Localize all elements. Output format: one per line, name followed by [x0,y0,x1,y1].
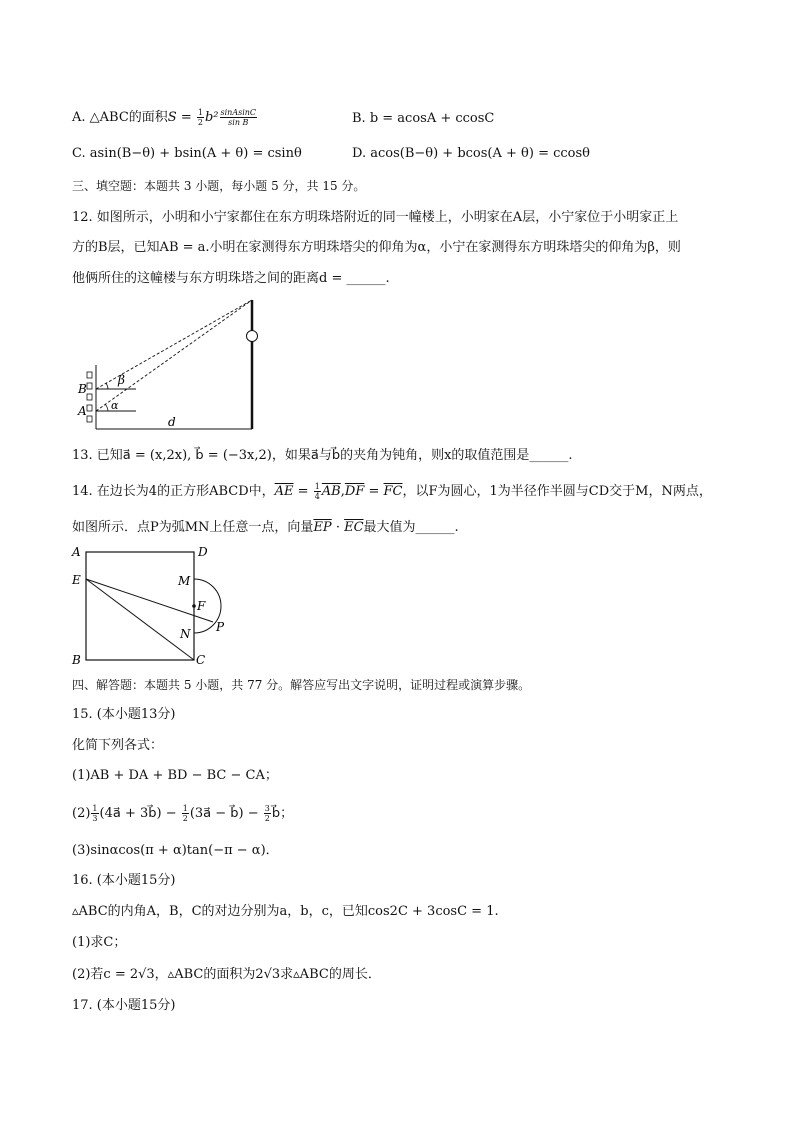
q14-fig-label-n: N [180,627,191,641]
q14-vector-fc: $\overline{FC}$ [383,484,403,499]
q17-heading: 17. (本小题15分) [72,998,176,1013]
q14-line2-pre: 如图所示．点P为弧MN上任意一点，向量 [72,520,314,535]
q11-option-a-b2: b² [204,110,219,125]
q12-figure [70,295,270,435]
q14-comma: , [340,484,345,499]
q11-option-a-fraction: $\frac{\text{sinAsinC}}{\text{sin B}}$ [220,108,257,127]
q14-fig-label-e: E [72,573,81,587]
q15-heading: 15. (本小题13分) [72,707,176,722]
q13-text: 13. 已知a⃗ = (x,2x), b⃗ = (−3x,2)，如果a⃗与b⃗的夹角为钝角，则x的取值范围是______. [72,448,573,463]
q15-intro: 化简下列各式： [72,738,164,753]
q16-heading: 16. (本小题15分) [72,873,176,888]
q14-fig-label-m: M [178,574,191,588]
q14-fig-label-p: P [216,620,225,634]
section-4-heading: 四、解答题：本题共 5 小题，共 77 分。解答应写出文字说明，证明过程或演算步骤。 [72,678,531,692]
q11-option-c: C. asin(B−θ) + bsin(A + θ) = csinθ [72,146,302,161]
q14-dot: · [331,520,345,535]
q14-vector-df: $\overline{DF}$ [344,484,365,499]
q15-part-2 [72,804,293,823]
q12-fig-label-alpha: α [111,399,119,412]
q14-vector-ec: $\overline{EC}$ [344,520,364,535]
q14-fig-label-b: B [72,653,81,667]
q12-line-3: 他俩所住的这幢楼与东方明珠塔之间的距离d = ______. [72,271,390,286]
q14-figure [70,542,245,670]
q14-fig-label-a: A [72,545,81,559]
q15-part-1: (1)AB + DA + BD − BC − CA； [72,768,278,783]
q12-line-2: 方的B层，已知AB = a.小明在家测得东方明珠塔尖的仰角为α，小宁在家测得东方明珠塔尖的仰角为β，则 [72,240,681,255]
q16-part-1: (1)求C； [72,935,127,950]
q16-line-1: ▵ABC的内角A，B，C的对边分别为a，b，c，已知cos2C + 3cosC = 1. [72,904,499,919]
q11-option-a-half: $\frac{1}{2}$ [197,108,203,127]
q15-part-2-mid1: (4a⃗ + 3b⃗) − [99,806,181,821]
q14-pre: 14. 在边长为4的正方形ABCD中， [72,484,275,499]
q15-part-2-mid2: (3a⃗ − b⃗) − [189,806,263,821]
q11-option-a-formula: S = [167,110,196,125]
q14-vector-ae: $\overline{AE}$ [274,484,294,499]
q15-part-2-end: b⃗； [271,806,294,821]
q14-eq1: = [293,484,313,499]
q14-post: ，以F为圆心，1为半径作半圆与CD交于M，N两点， [402,484,712,499]
q15-frac-b: $\frac{1}{2}$ [182,804,188,823]
q11-option-d: D. acos(B−θ) + bcos(A + θ) = ccosθ [352,146,590,161]
q14-quarter: $\frac{1}{4}$ [314,482,320,501]
q14-vector-ab: $\overline{AB}$ [321,484,341,499]
q14-vector-ep: $\overline{EP}$ [313,520,332,535]
q11-option-a-label: A. [72,110,90,125]
section-3-heading: 三、填空题：本题共 3 小题，每小题 5 分，共 15 分。 [72,179,366,193]
q12-fig-label-beta: β [118,373,125,387]
q11-option-a-text: △ABC的面积 [89,110,168,125]
q14-line2-post: 最大值为______. [363,520,459,535]
q11-option-a [72,108,258,127]
q14-eq2: = [364,484,384,499]
q14-line-2 [72,519,459,537]
q14-fig-label-f: F [197,599,206,613]
q15-frac-a: $\frac{1}{3}$ [92,804,98,823]
q15-frac-c: $\frac{3}{2}$ [264,804,270,823]
q15-part-3: (3)sinαcos(π + α)tan(−π − α)． [72,843,279,858]
q14-line-1 [72,482,712,501]
q12-line-1: 12. 如图所示，小明和小宁家都住在东方明珠塔附近的同一幢楼上，小明家在A层，小宁家位于小明家正上 [72,210,679,225]
q12-fig-label-d: d [168,415,176,429]
q11-option-b: B. b = acosA + ccosC [352,111,495,126]
q14-fig-label-d: D [198,545,208,559]
q15-part-2-prefix: (2) [72,806,91,821]
q12-fig-label-b: B [78,382,87,396]
q12-fig-label-a: A [78,404,87,418]
q14-fig-label-c: C [196,653,206,667]
q16-part-2: (2)若c = 2√3，▵ABC的面积为2√3求▵ABC的周长． [72,967,381,982]
